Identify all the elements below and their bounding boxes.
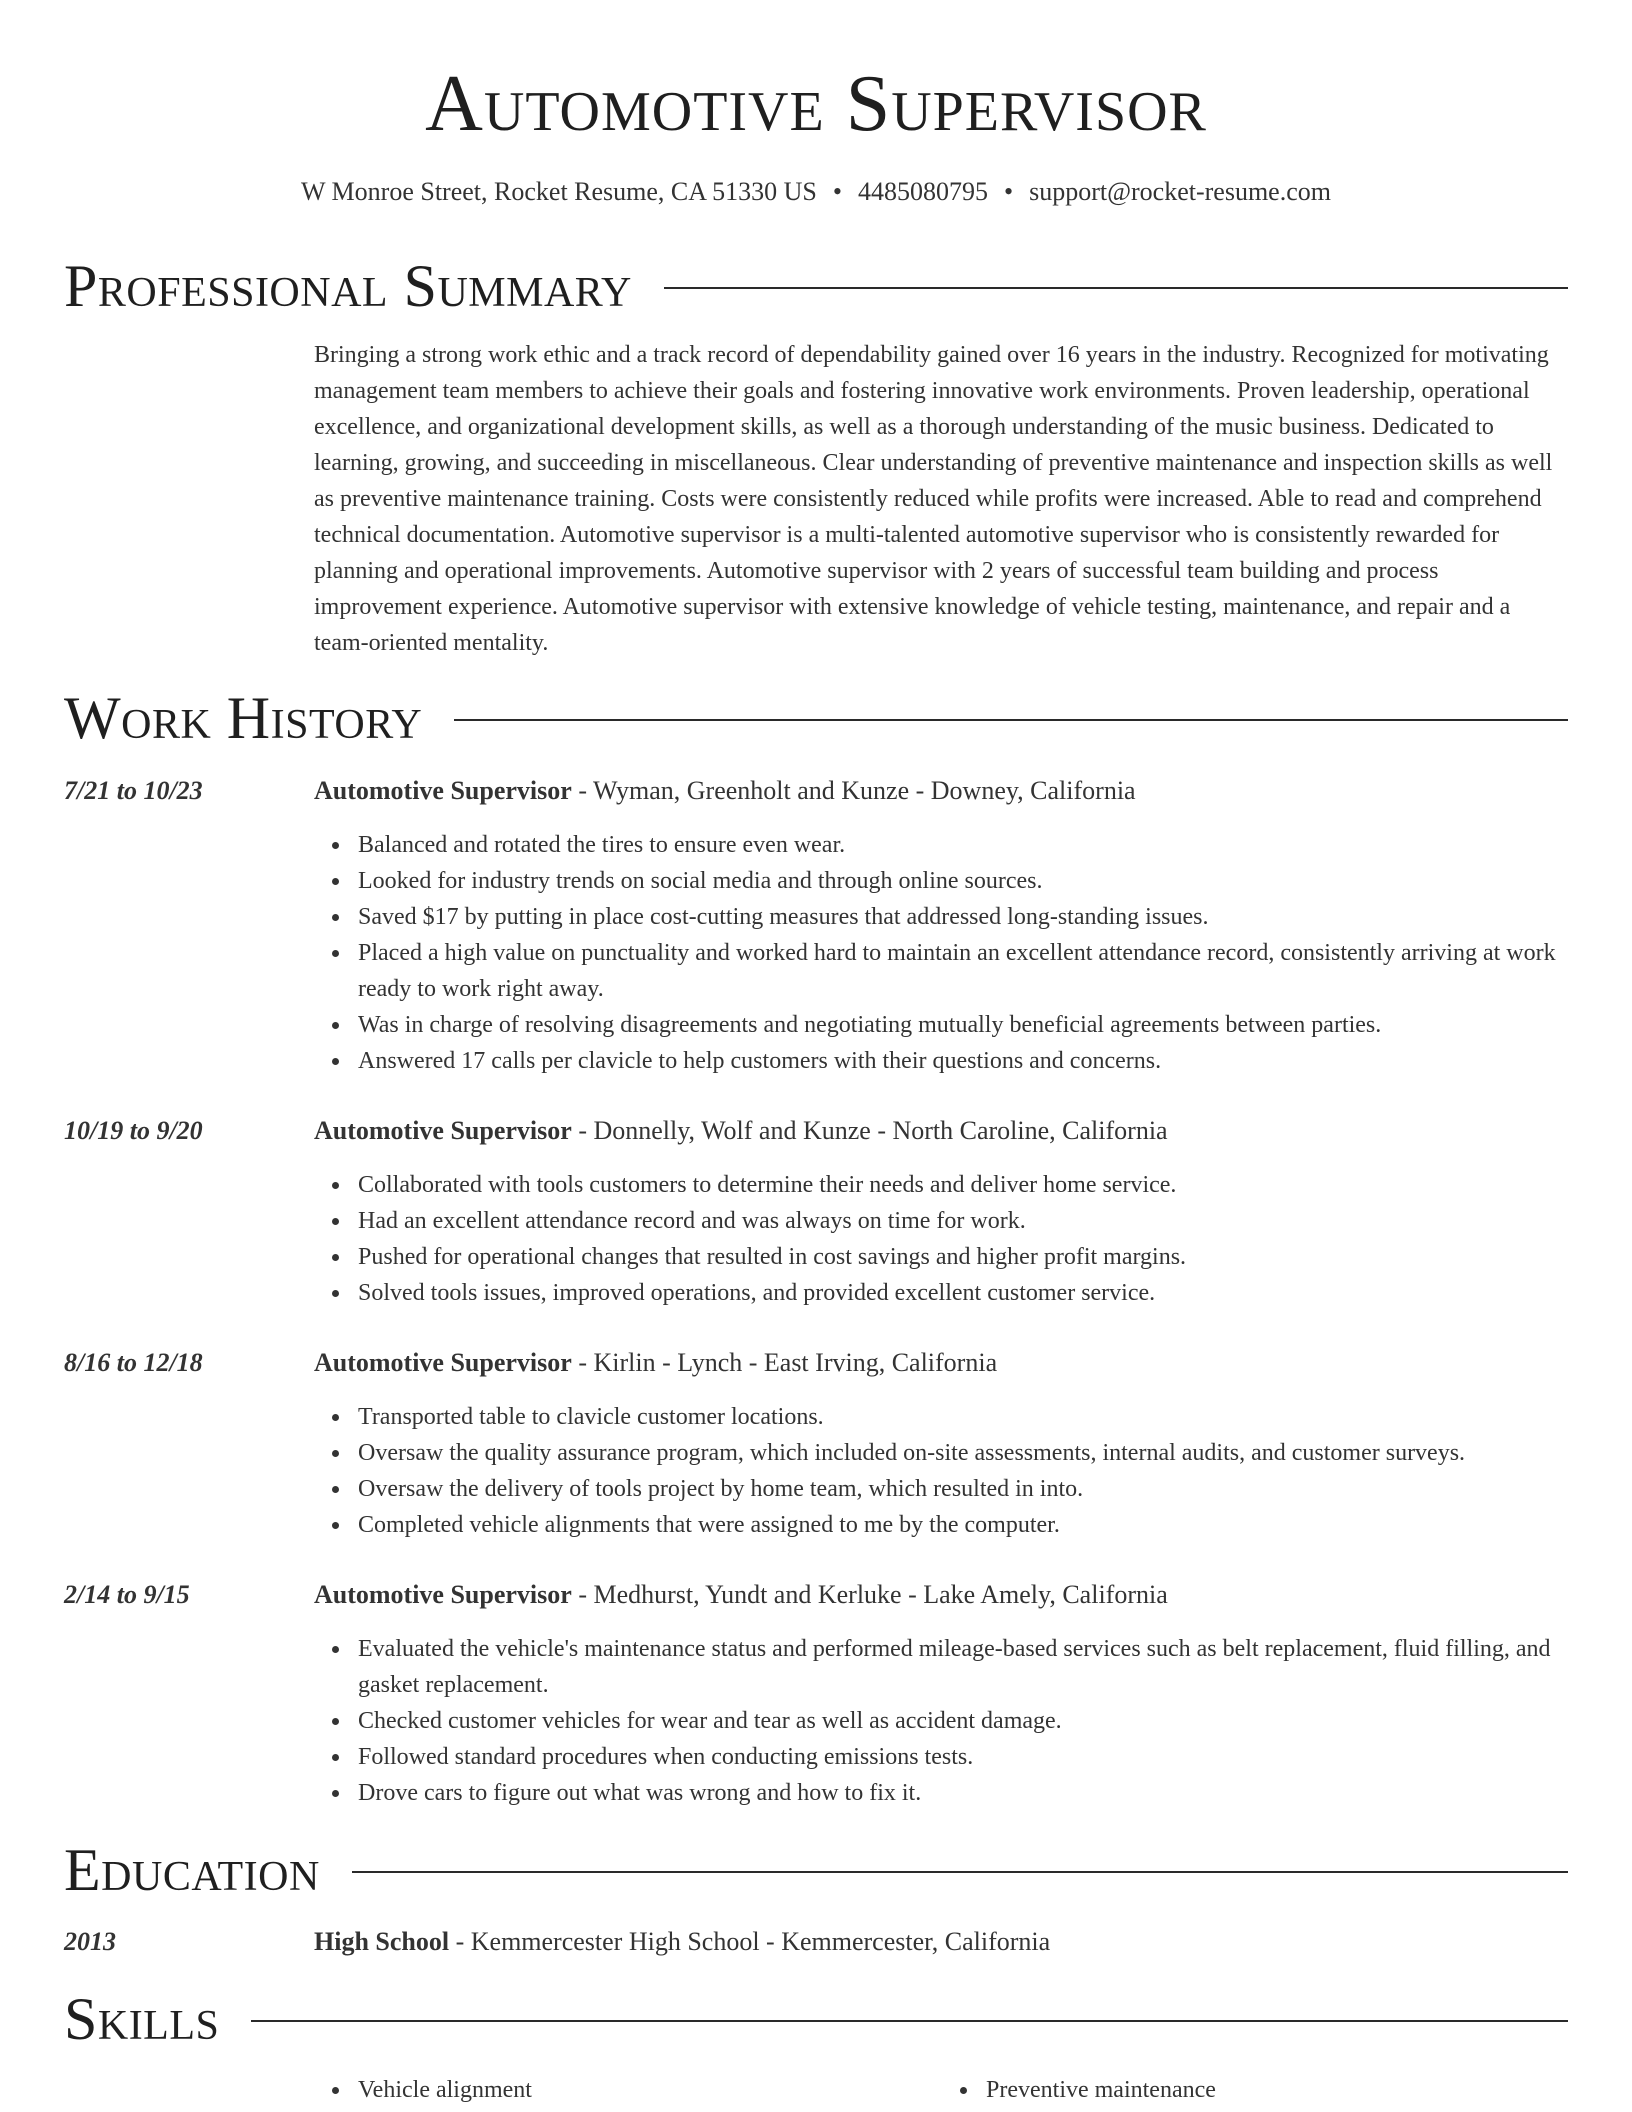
job-details: - Kirlin - Lynch - East Irving, California (571, 1348, 998, 1377)
contact-separator: • (832, 177, 842, 206)
summary-section-header (64, 252, 1568, 320)
job-bullet: Drove cars to figure out what was wrong and how to fix it. (358, 1775, 1570, 1811)
job-bullet: Oversaw the delivery of tools project by home team, which resulted in into. (358, 1471, 1570, 1507)
education-heading: Education (64, 1837, 320, 1903)
section-divider (664, 287, 1568, 289)
contact-line (0, 174, 1632, 210)
education-degree: High School (314, 1927, 450, 1956)
job-bullet: Pushed for operational changes that resulted in cost savings and higher profit margins. (358, 1239, 1570, 1275)
contact-address: W Monroe Street, Rocket Resume, CA 51330 US (300, 177, 817, 206)
skills-heading: Skills (64, 1986, 220, 2052)
skills-column-left (314, 2072, 942, 2108)
job-details: - Wyman, Greenholt and Kunze - Downey, California (571, 776, 1136, 805)
job-title: Automotive Supervisor (314, 1348, 572, 1377)
job-title-line (314, 1345, 1570, 1381)
job-entry (64, 773, 1570, 1079)
job-entry (64, 1577, 1570, 1811)
job-bullet: Collaborated with tools customers to determine their needs and deliver home service. (358, 1167, 1570, 1203)
job-bullets (314, 1631, 1570, 1811)
job-bullets (314, 1167, 1570, 1311)
work-section-header (64, 684, 1568, 752)
job-bullet: Oversaw the quality assurance program, which included on-site assessments, internal audits, and customer surveys. (358, 1435, 1570, 1471)
job-bullet: Answered 17 calls per clavicle to help customers with their questions and concerns. (358, 1043, 1570, 1079)
job-bullets (314, 827, 1570, 1079)
job-dates: 2/14 to 9/15 (64, 1580, 190, 1609)
summary-heading: Professional Summary (64, 253, 632, 319)
job-bullet: Evaluated the vehicle's maintenance status and performed mileage-based services such as belt replacement, fluid filling, and gasket replacement. (358, 1631, 1570, 1703)
job-bullet: Followed standard procedures when conducting emissions tests. (358, 1739, 1570, 1775)
work-heading: Work History (64, 685, 423, 751)
contact-email[interactable]: support@rocket-resume.com (1029, 177, 1331, 206)
skills-section-header (64, 1985, 1568, 2053)
skill-item: Vehicle alignment (358, 2072, 942, 2108)
job-bullet: Transported table to clavicle customer locations. (358, 1399, 1570, 1435)
job-title-line (314, 773, 1570, 809)
job-title-line (314, 1577, 1570, 1613)
job-entry (64, 1345, 1570, 1543)
resume-name: Automotive Supervisor (425, 60, 1207, 148)
section-divider (352, 1871, 1568, 1873)
job-bullets (314, 1399, 1570, 1543)
education-section-header (64, 1836, 1568, 1904)
job-details: - Medhurst, Yundt and Kerluke - Lake Amely, California (571, 1580, 1168, 1609)
job-dates: 7/21 to 10/23 (64, 776, 203, 805)
job-bullet: Looked for industry trends on social media and through online sources. (358, 863, 1570, 899)
job-bullet: Completed vehicle alignments that were assigned to me by the computer. (358, 1507, 1570, 1543)
contact-separator: • (1003, 177, 1014, 206)
job-bullet: Checked customer vehicles for wear and tear as well as accident damage. (358, 1703, 1570, 1739)
section-divider (454, 719, 1568, 721)
job-title: Automotive Supervisor (314, 776, 572, 805)
job-bullet: Balanced and rotated the tires to ensure even wear. (358, 827, 1570, 863)
job-bullet: Had an excellent attendance record and was always on time for work. (358, 1203, 1570, 1239)
job-bullet: Solved tools issues, improved operations, and provided excellent customer service. (358, 1275, 1570, 1311)
education-year: 2013 (64, 1927, 116, 1956)
job-details: - Donnelly, Wolf and Kunze - North Caroline, California (571, 1116, 1168, 1145)
job-title: Automotive Supervisor (314, 1580, 572, 1609)
job-dates: 10/19 to 9/20 (64, 1116, 203, 1145)
job-bullet: Was in charge of resolving disagreements and negotiating mutually beneficial agreements between parties. (358, 1007, 1570, 1043)
job-entry (64, 1113, 1570, 1311)
summary-text: Bringing a strong work ethic and a track record of dependability gained over 16 years in the industry. Recognized for motivating management team members to achieve their goals and fostering innovative work environments. Proven leadership, operational excellence, and organizational development skills, as well as a thorough understanding of the music business. Dedicated to learning, growing, and succeeding in miscellaneous. Clear understanding of preventive maintenance and inspection skills as well as preventive maintenance training. Costs were consistently reduced while profits were increased. Able to read and comprehend technical documentation. Automotive supervisor is a multi-talented automotive supervisor who is consistently rewarded for planning and operational improvements. Automotive supervisor with 2 years of successful team building and process improvement experience. Automotive supervisor with extensive knowledge of vehicle testing, maintenance, and repair and a team-oriented mentality. (314, 342, 1553, 656)
job-bullet: Placed a high value on punctuality and worked hard to maintain an excellent attendance record, consistently arriving at work ready to work right away. (358, 935, 1570, 1007)
job-dates: 8/16 to 12/18 (64, 1348, 203, 1377)
skill-item: Preventive maintenance (986, 2072, 1570, 2108)
contact-phone: 4485080795 (857, 177, 988, 206)
job-bullet: Saved $17 by putting in place cost-cutting measures that addressed long-standing issues. (358, 899, 1570, 935)
education-details: - Kemmercester High School - Kemmercester, California (449, 1927, 1051, 1956)
education-entry (64, 1924, 1570, 1960)
section-divider (251, 2020, 1568, 2022)
skills-column-right (942, 2072, 1570, 2108)
job-title: Automotive Supervisor (314, 1116, 572, 1145)
job-title-line (314, 1113, 1570, 1149)
education-line (314, 1924, 1570, 1960)
skills-list (314, 2072, 1570, 2108)
